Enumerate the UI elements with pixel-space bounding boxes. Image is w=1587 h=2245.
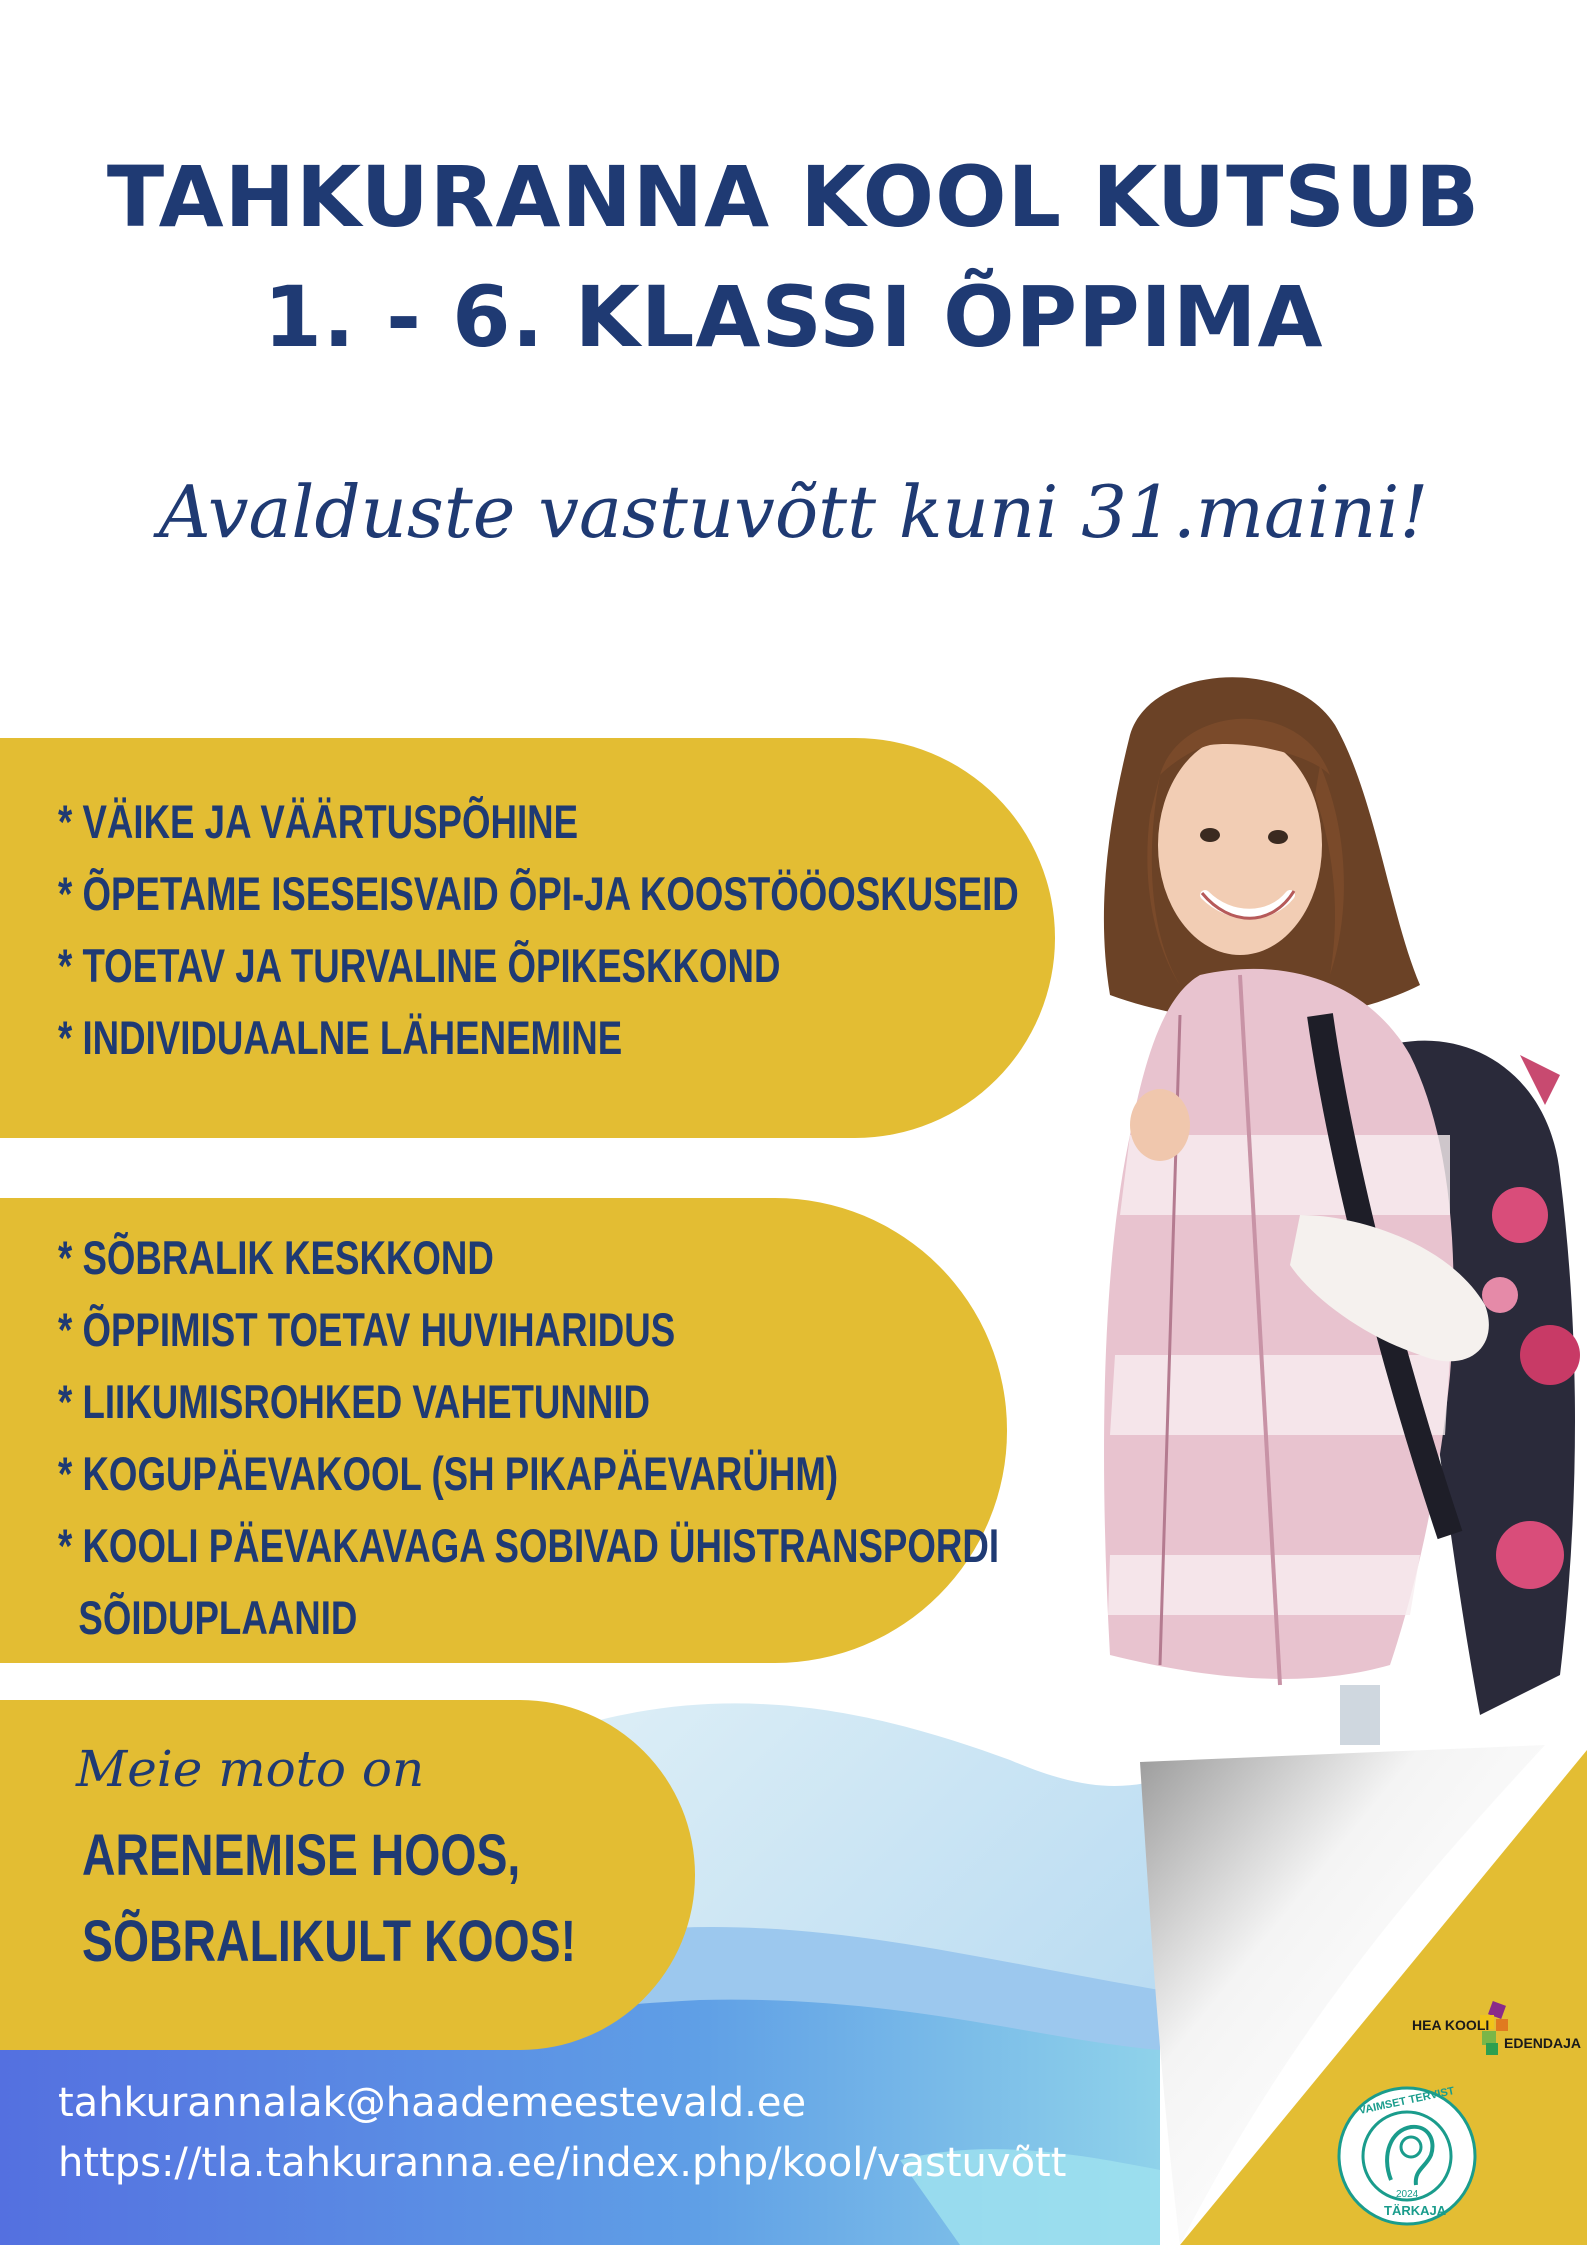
list-item: * SÕBRALIK KESKKOND (58, 1231, 494, 1284)
list-item: * ÕPETAME ISESEISVAID ÕPI-JA KOOSTÖÖOSKUSEID (58, 867, 1019, 920)
list-item: SÕIDUPLAANID (58, 1591, 358, 1644)
list-item: * KOGUPÄEVAKOOL (SH PIKAPÄEVARÜHM) (58, 1447, 839, 1500)
hea-kooli-line1: HEA KOOLI (1412, 2017, 1490, 2033)
badge-bottom-text: TÄRKAJA (1384, 2203, 1447, 2218)
list-item: * LIIKUMISROHKED VAHETUNNID (58, 1375, 651, 1428)
badge-year: 2024 (1396, 2189, 1419, 2200)
contact-url[interactable]: https://tla.tahkuranna.ee/index.php/kool/vastuvõtt (58, 2140, 1067, 2186)
features-list-1 (58, 786, 1019, 1074)
list-item: * TOETAV JA TURVALINE ÕPIKESKKOND (58, 939, 781, 992)
motto-line1: ARENEMISE HOOS, (82, 1823, 521, 1888)
headline-line2: 1. - 6. KLASSI ÕPPIMA (263, 268, 1324, 366)
headline-line1: TAHKURANNA KOOL KUTSUB (106, 148, 1481, 246)
vaimset-tervist-badge (1336, 2085, 1478, 2227)
features-list-2 (58, 1222, 999, 1654)
motto-intro: Meie moto on (76, 1740, 425, 1798)
girl-photo (1090, 655, 1587, 1765)
motto-line2: SÕBRALIKULT KOOS! (82, 1909, 577, 1974)
list-item: * KOOLI PÄEVAKAVAGA SOBIVAD ÜHISTRANSPORDI (58, 1519, 1000, 1572)
list-item: * VÄIKE JA VÄÄRTUSPÕHINE (58, 795, 579, 848)
hea-kooli-edendaja-logo (1412, 1995, 1582, 2065)
contact-email[interactable]: tahkurannalak@haademeestevald.ee (58, 2080, 807, 2126)
list-item: * ÕPPIMIST TOETAV HUVIHARIDUS (58, 1303, 676, 1356)
list-item: * INDIVIDUAALNE LÄHENEMINE (58, 1011, 623, 1064)
hea-kooli-line2: EDENDAJA (1504, 2035, 1582, 2051)
tagline: Avalduste vastuvõtt kuni 31.maini! (158, 470, 1429, 554)
badge-top-text: VAIMSET TERVIST (1357, 2085, 1456, 2117)
